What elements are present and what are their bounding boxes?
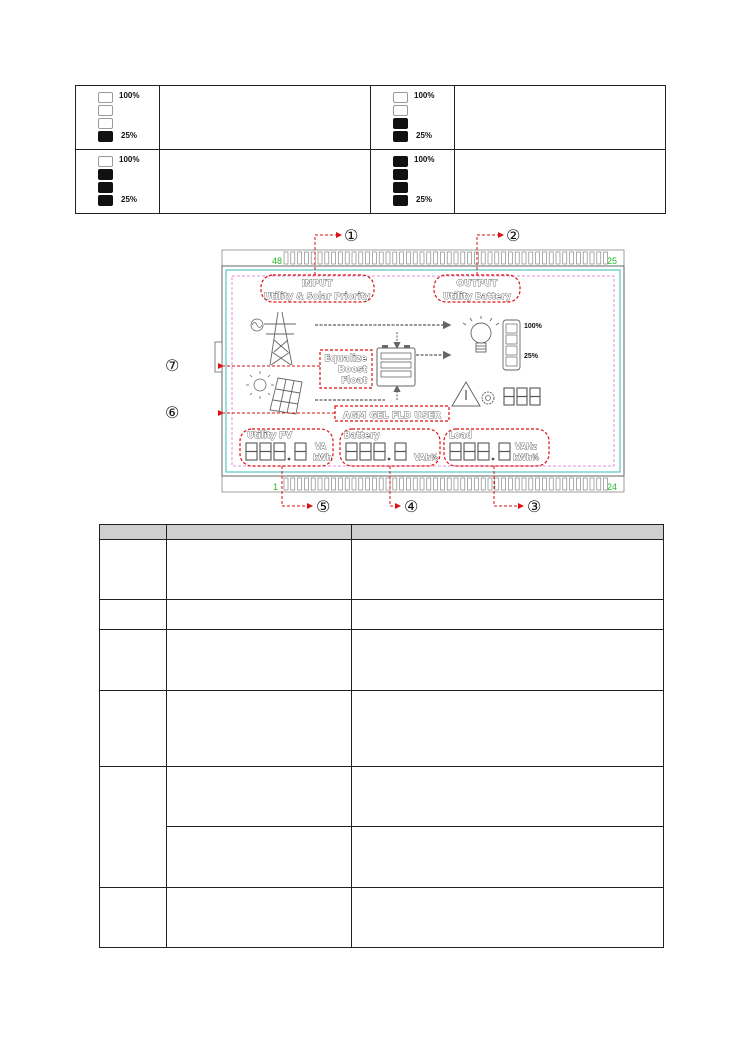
row-no: [100, 540, 167, 600]
lcd-tick-segment: [311, 478, 315, 490]
lcd-tick-segment: [522, 478, 526, 490]
lcd-tick-segment: [447, 478, 451, 490]
battery-description-cell: [160, 86, 371, 150]
row-no: [100, 630, 167, 691]
battery-level-table: [75, 85, 666, 214]
battery-25-label: 25%: [121, 194, 138, 204]
lcd-tick-segment: [536, 252, 540, 264]
battery-description-cell: [160, 150, 371, 214]
table-header-row: [100, 525, 664, 540]
lcd-tick-segment: [413, 252, 417, 264]
battery-100-label: 100%: [414, 90, 435, 100]
lcd-tick-segment: [576, 478, 580, 490]
load-bar-100-label: 100%: [524, 323, 542, 330]
lcd-tick-segment: [495, 252, 499, 264]
lcd-tick-segment: [406, 252, 410, 264]
marker-2: ②: [506, 226, 521, 245]
header-description: [352, 525, 664, 540]
lcd-tick-segment: [325, 478, 329, 490]
table-row: [100, 630, 664, 691]
top-tick-strip: [222, 250, 624, 266]
lcd-tick-segment: [379, 252, 383, 264]
lcd-tick-segment: [570, 478, 574, 490]
marker-1: ①: [344, 226, 359, 245]
lcd-tick-segment: [454, 252, 458, 264]
battery-25-label: 25%: [416, 194, 433, 204]
row-no: [100, 888, 167, 948]
battery-level-icon-1: [98, 92, 158, 144]
lcd-tick-segment: [583, 252, 587, 264]
lcd-tick-segment: [372, 252, 376, 264]
lcd-tick-segment: [549, 478, 553, 490]
tick-label-24: 24: [607, 482, 618, 492]
lcd-tick-segment: [352, 252, 356, 264]
table-row: [100, 691, 664, 767]
row-desc: [352, 888, 664, 948]
table-row: [100, 767, 664, 827]
battery-description-cell: [455, 150, 666, 214]
charge-stage-float: Float: [341, 376, 367, 386]
lcd-tick-segment: [413, 478, 417, 490]
lcd-tick-segment: [393, 478, 397, 490]
lcd-tick-segment: [488, 478, 492, 490]
lcd-tick-segment: [318, 252, 322, 264]
decimal-point: [492, 458, 495, 461]
load-readout-label: Load: [449, 431, 473, 441]
lcd-tick-segment: [529, 478, 533, 490]
utility-pv-unit-va: VA: [315, 442, 327, 451]
lcd-description-table: [99, 524, 664, 948]
lcd-tick-segment: [284, 478, 288, 490]
row-item: [167, 691, 352, 767]
battery-readout-label: Battery: [344, 431, 380, 441]
lcd-tick-segment: [556, 478, 560, 490]
tick-label-1: 1: [273, 482, 279, 492]
row-item: [167, 827, 352, 888]
header-item: [167, 525, 352, 540]
lcd-tick-segment: [318, 478, 322, 490]
lcd-tick-segment: [495, 478, 499, 490]
table-row: [100, 827, 664, 888]
tick-label-48: 48: [272, 256, 283, 266]
marker-6: ⑥: [165, 403, 180, 422]
lcd-tick-segment: [583, 478, 587, 490]
row-desc: [352, 540, 664, 600]
lcd-tick-segment: [502, 252, 506, 264]
battery-level-icon-3: [98, 156, 158, 208]
marker-5: ⑤: [316, 497, 331, 516]
lcd-tick-segment: [522, 252, 526, 264]
battery-icon-cell: [76, 86, 160, 150]
battery-readout-units: VAh%: [414, 453, 438, 462]
lcd-tick-segment: [345, 478, 349, 490]
marker-7: ⑦: [165, 356, 180, 375]
row-no: [100, 600, 167, 630]
lcd-tick-segment: [400, 478, 404, 490]
lcd-tick-segment: [359, 252, 363, 264]
battery-description-cell: [455, 86, 666, 150]
lcd-tick-segment: [468, 252, 472, 264]
row-item: [167, 888, 352, 948]
lcd-tick-segment: [366, 252, 370, 264]
lcd-tick-segment: [590, 478, 594, 490]
lcd-tick-segment: [338, 478, 342, 490]
battery-level-icon-4: [393, 156, 453, 208]
row-item: [167, 767, 352, 827]
lcd-tick-segment: [338, 252, 342, 264]
lcd-tick-segment: [481, 252, 485, 264]
lcd-tick-segment: [481, 478, 485, 490]
lcd-tick-segment: [304, 478, 308, 490]
lcd-tick-segment: [366, 478, 370, 490]
decimal-point: [388, 458, 391, 461]
lcd-tick-segment: [332, 252, 336, 264]
row-item: [167, 540, 352, 600]
lcd-tick-segment: [427, 478, 431, 490]
tick-label-25: 25: [607, 256, 618, 266]
lcd-tick-segment: [461, 478, 465, 490]
row-item: [167, 630, 352, 691]
load-readout-unit-kwh: kWh%: [513, 453, 540, 462]
lcd-tick-segment: [590, 252, 594, 264]
lcd-tick-segment: [420, 252, 424, 264]
battery-level-icon-2: [393, 92, 453, 144]
row-desc: [352, 827, 664, 888]
battery-100-label: 100%: [414, 154, 435, 164]
battery-icon-cell: [371, 150, 455, 214]
lcd-tick-segment: [386, 252, 390, 264]
row-desc: [352, 767, 664, 827]
lcd-tick-segment: [393, 252, 397, 264]
lcd-tick-segment: [474, 478, 478, 490]
utility-pv-unit-kwh: kWh: [313, 453, 332, 462]
battery-icon-cell: [76, 150, 160, 214]
lcd-tick-segment: [298, 252, 302, 264]
row-desc: [352, 691, 664, 767]
battery-types: AGM GEL FLD USER: [342, 411, 442, 421]
lcd-tick-segment: [406, 478, 410, 490]
charge-stage-boost: Boost: [338, 365, 367, 375]
load-readout-unit-vahz: VAHz: [515, 442, 537, 451]
load-bar-25-label: 25%: [524, 353, 539, 360]
lcd-tick-segment: [420, 478, 424, 490]
lcd-tick-segment: [304, 252, 308, 264]
lcd-tick-segment: [563, 252, 567, 264]
decimal-point: [288, 458, 291, 461]
lcd-tick-segment: [298, 478, 302, 490]
lcd-tick-segment: [440, 252, 444, 264]
lcd-tick-segment: [352, 478, 356, 490]
row-no: [100, 691, 167, 767]
lcd-tick-segment: [508, 252, 512, 264]
lcd-tick-segment: [556, 252, 560, 264]
lcd-panel-drawing: [160, 220, 640, 520]
table-row: [100, 600, 664, 630]
lcd-tick-segment: [400, 252, 404, 264]
table-row: [100, 888, 664, 948]
load-level-bar: [503, 320, 520, 370]
lcd-tick-segment: [542, 252, 546, 264]
marker-3: ③: [527, 497, 542, 516]
battery-100-label: 100%: [119, 90, 140, 100]
lcd-diagram: [160, 220, 640, 520]
utility-pv-label: Utility PV: [247, 431, 293, 441]
lcd-tick-segment: [345, 252, 349, 264]
charge-stage-equalize: Equalize: [324, 354, 367, 364]
lcd-tick-segment: [549, 252, 553, 264]
row-no: [100, 767, 167, 888]
output-mode: Utility Battery: [442, 292, 512, 302]
lcd-tick-segment: [434, 478, 438, 490]
lcd-tick-segment: [515, 478, 519, 490]
battery-100-label: 100%: [119, 154, 140, 164]
gear-icon: [482, 392, 494, 404]
lcd-tick-segment: [284, 252, 288, 264]
lcd-tick-segment: [508, 478, 512, 490]
input-title: INPUT: [301, 279, 333, 289]
lcd-tick-segment: [434, 252, 438, 264]
lcd-tick-segment: [570, 252, 574, 264]
lcd-tick-segment: [597, 252, 601, 264]
lcd-tick-segment: [447, 252, 451, 264]
lcd-side-tab: [215, 342, 222, 372]
battery-icon-cell: [371, 86, 455, 150]
lcd-tick-segment: [325, 252, 329, 264]
lcd-tick-segment: [332, 478, 336, 490]
input-mode: Utility & Solar Priority: [263, 292, 371, 302]
lcd-tick-segment: [291, 478, 295, 490]
lcd-tick-segment: [542, 478, 546, 490]
lcd-tick-segment: [386, 478, 390, 490]
lcd-tick-segment: [468, 478, 472, 490]
lcd-tick-segment: [536, 478, 540, 490]
lcd-tick-segment: [454, 478, 458, 490]
header-no: [100, 525, 167, 540]
row-item: [167, 600, 352, 630]
lcd-tick-segment: [563, 478, 567, 490]
battery-25-label: 25%: [121, 130, 138, 140]
lcd-tick-segment: [427, 252, 431, 264]
lcd-tick-segment: [529, 252, 533, 264]
lcd-tick-segment: [502, 478, 506, 490]
lcd-tick-segment: [488, 252, 492, 264]
lcd-tick-segment: [461, 252, 465, 264]
lcd-tick-segment: [576, 252, 580, 264]
lcd-tick-segment: [372, 478, 376, 490]
table-row: [100, 540, 664, 600]
lcd-tick-segment: [379, 478, 383, 490]
row-desc: [352, 630, 664, 691]
row-desc: [352, 600, 664, 630]
lcd-tick-segment: [291, 252, 295, 264]
lcd-tick-segment: [440, 478, 444, 490]
lcd-tick-segment: [597, 478, 601, 490]
lcd-tick-segment: [474, 252, 478, 264]
marker-4: ④: [404, 497, 419, 516]
lcd-tick-segment: [515, 252, 519, 264]
central-battery-icon: [377, 345, 415, 386]
lcd-tick-segment: [359, 478, 363, 490]
battery-25-label: 25%: [416, 130, 433, 140]
output-title: OUTPUT: [456, 279, 498, 289]
